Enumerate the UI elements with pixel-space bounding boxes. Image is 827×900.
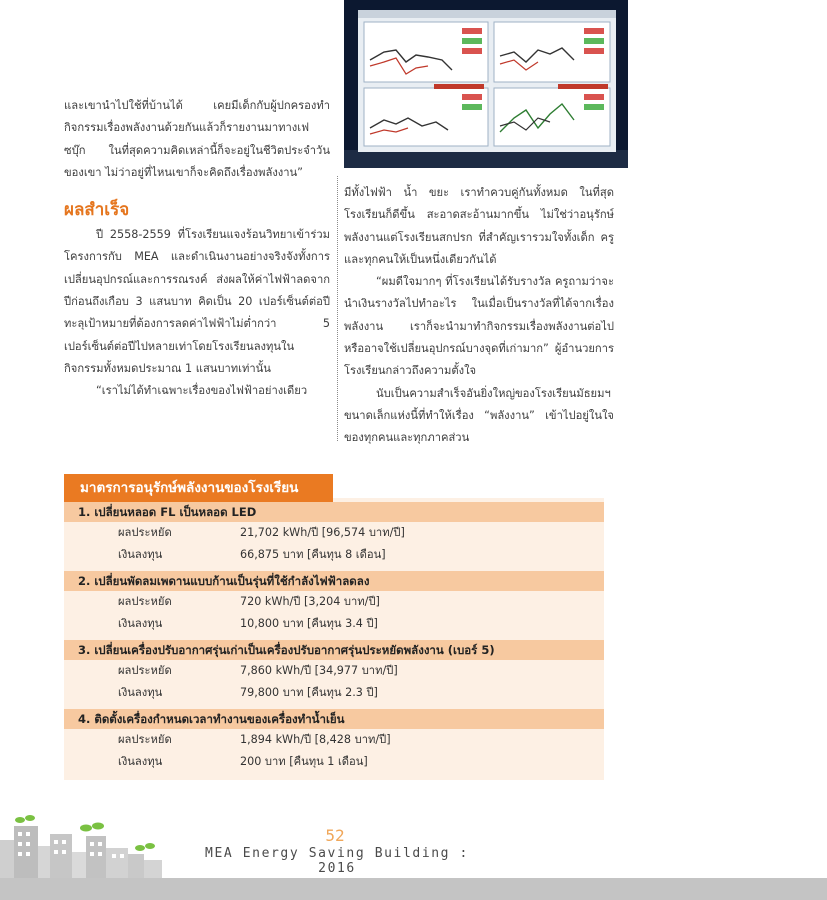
- measure-title: 3. เปลี่ยนเครื่องปรับอากาศรุ่นเก่าเป็นเครื่องปรับอากาศรุ่นประหยัดพลังงาน (เบอร์ 5): [64, 640, 604, 660]
- page-number: 52: [325, 826, 345, 845]
- savings-label: ผลประหยัด: [118, 526, 172, 539]
- investment-label: เงินลงทุน: [118, 755, 163, 768]
- investment-row: [64, 613, 604, 635]
- savings-value: 720 kWh/ปี [3,204 บาท/ปี]: [240, 595, 380, 608]
- conclusion-paragraph: นับเป็นความสำเร็จอันยิ่งใหญ่ของโรงเรียนมัธยมฯ ขนาดเล็กแห่งนี้ที่ทำให้เรื่อง “พลังงาน” เข้าไปอยู่ในใจของทุกคนและทุกภาคส่วน: [344, 386, 614, 445]
- investment-value: 10,800 บาท [คืนทุน 3.4 ปี]: [240, 617, 378, 630]
- measure-item: [64, 709, 604, 773]
- savings-label: ผลประหยัด: [118, 664, 172, 677]
- measure-item: [64, 502, 604, 566]
- publication-title: MEA Energy Saving Building : 2016: [205, 846, 469, 876]
- savings-label: ผลประหยัด: [118, 733, 172, 746]
- director-quote-paragraph: “ผมดีใจมากๆ ที่โรงเรียนได้รับรางวัล ครูถามว่าจะนำเงินรางวัลไปทำอะไร ในเมื่อเป็นรางวัลที่ได้จากเรื่องพลังงาน เราก็จะนำมาทำกิจกรรมเรื่องพลังงานต่อไป หรืออาจใช้เปลี่ยนอุปกรณ์บางจุดที่เก่ามาก” ผู้อำนวยการโรงเรียนกล่าวถึงความตั้งใจ: [344, 275, 614, 378]
- energy-board-photo: [344, 0, 628, 168]
- quote-paragraph-start: “เราไม่ได้ทำเฉพาะเรื่องของไฟฟ้าอย่างเดียว: [96, 384, 308, 398]
- investment-label: เงินลงทุน: [118, 686, 163, 699]
- investment-row: [64, 544, 604, 566]
- section-heading-results: ผลสำเร็จ: [64, 200, 130, 221]
- savings-row: [64, 660, 604, 682]
- investment-row: [64, 682, 604, 704]
- measures-box-body: [64, 498, 604, 780]
- footer-bar: [0, 878, 827, 900]
- results-paragraph: ปี 2558-2559 ที่โรงเรียนแจงร้อนวิทยาเข้าร่วมโครงการกับ MEA และดำเนินงานอย่างจริงจังทั้งการเปลี่ยนอุปกรณ์และการรณรงค์ ส่งผลให้ค่าไฟฟ้าลดจากปีก่อนถึงเกือบ 3 แสนบาท คิดเป็น 20 เปอร์เซ็นต์ต่อปี ทะลุเป้าหมายที่ต้องการลดค่าไฟฟ้าไม่ต่ำกว่า 5 เปอร์เซ็นต์ต่อปีไปหลายเท่าโดยโรงเรียนลงทุนในกิจกรรมทั้งหมดประมาณ 1 แสนบาทเท่านั้น: [64, 228, 330, 375]
- investment-label: เงินลงทุน: [118, 617, 163, 630]
- savings-value: 21,702 kWh/ปี [96,574 บาท/ปี]: [240, 526, 405, 539]
- savings-row: [64, 729, 604, 751]
- measure-item: [64, 571, 604, 635]
- measure-item: [64, 640, 604, 704]
- quote-paragraph-continued: มีทั้งไฟฟ้า น้ำ ขยะ เราทำควบคู่กันทั้งหมด ในที่สุดโรงเรียนก็ดีขึ้น สะอาดสะอ้านมากขึ้น ไม่ใช่ว่าอนุรักษ์พลังงานแต่โรงเรียนสกปรก ที่สำคัญเรารวมใจทั้งเด็ก ครู และทุกคนให้เป็นหนึ่งเดียวกันได้: [344, 186, 614, 266]
- right-column: [344, 182, 614, 450]
- investment-value: 200 บาท [คืนทุน 1 เดือน]: [240, 755, 368, 768]
- savings-value: 1,894 kWh/ปี [8,428 บาท/ปี]: [240, 733, 391, 746]
- measures-box-title: มาตรการอนุรักษ์พลังงานของโรงเรียน: [64, 474, 333, 502]
- investment-row: [64, 751, 604, 773]
- left-column: [64, 95, 330, 403]
- measure-title: 1. เปลี่ยนหลอด FL เป็นหลอด LED: [64, 502, 604, 522]
- investment-value: 79,800 บาท [คืนทุน 2.3 ปี]: [240, 686, 378, 699]
- measure-title: 4. ติดตั้งเครื่องกำหนดเวลาทำงานของเครื่องทำน้ำเย็น: [64, 709, 604, 729]
- energy-measures-box: [64, 474, 604, 780]
- savings-row: [64, 522, 604, 544]
- savings-row: [64, 591, 604, 613]
- investment-value: 66,875 บาท [คืนทุน 8 เดือน]: [240, 548, 386, 561]
- investment-label: เงินลงทุน: [118, 548, 163, 561]
- city-skyline-icon: [0, 812, 170, 878]
- intro-paragraph: และเขานำไปใช้ที่บ้านได้ เคยมีเด็กกับผู้ปกครองทำกิจกรรมเรื่องพลังงานด้วยกันแล้วก็รายงานมาทางเฟซบุ๊ก ในที่สุดความคิดเหล่านี้ก็จะอยู่ในชีวิตประจำวันของเขา ไม่ว่าอยู่ที่ไหนเขาก็จะคิดถึงเรื่องพลังงาน”: [64, 99, 330, 179]
- savings-value: 7,860 kWh/ปี [34,977 บาท/ปี]: [240, 664, 398, 677]
- savings-label: ผลประหยัด: [118, 595, 172, 608]
- measure-title: 2. เปลี่ยนพัดลมเพดานแบบก้านเป็นรุ่นที่ใช้กำลังไฟฟ้าลดลง: [64, 571, 604, 591]
- column-divider: [337, 176, 338, 441]
